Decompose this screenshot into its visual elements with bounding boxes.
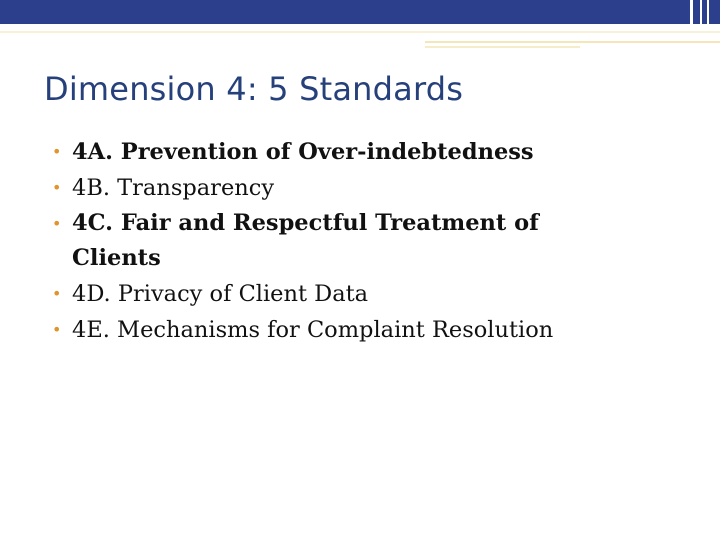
- bullet-text: 4E. Mechanisms for Complaint Resolution: [72, 317, 554, 343]
- accent-line: [425, 41, 720, 43]
- bullet-item-4b: [52, 170, 632, 206]
- top-bar-stripe: [707, 0, 709, 24]
- bullet-text: 4A. Prevention of Over-indebtedness: [72, 139, 534, 165]
- accent-line: [425, 46, 580, 48]
- bullet-dot-icon: •: [52, 178, 62, 197]
- bullet-dot-icon: •: [52, 214, 62, 233]
- bullet-item-4c: [52, 206, 632, 276]
- bullet-text: 4C. Fair and Respectful Treatment of Clients: [72, 210, 539, 271]
- bullet-item-4a: [52, 134, 632, 170]
- bullet-text: 4D. Privacy of Client Data: [72, 281, 369, 307]
- accent-line: [0, 31, 720, 33]
- bullet-text: 4B. Transparency: [72, 175, 275, 201]
- bullet-dot-icon: •: [52, 142, 62, 161]
- bullet-dot-icon: •: [52, 284, 62, 303]
- bullet-item-4e: [52, 312, 632, 348]
- top-bar-stripe: [690, 0, 693, 24]
- top-bar-stripe: [700, 0, 702, 24]
- bullet-dot-icon: •: [52, 320, 62, 339]
- bullet-list: [52, 134, 632, 348]
- bullet-item-4d: [52, 276, 632, 312]
- slide-title: Dimension 4: 5 Standards: [44, 70, 464, 108]
- top-decorative-bar: [0, 0, 720, 24]
